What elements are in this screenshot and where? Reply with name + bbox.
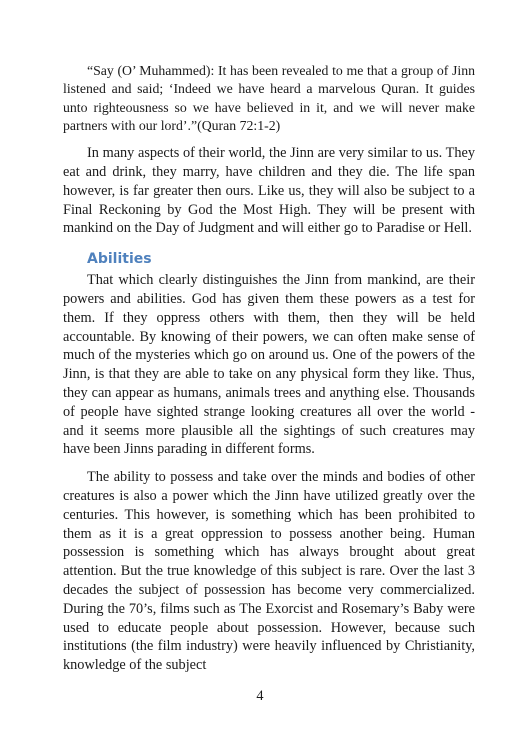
paragraph-gap xyxy=(63,135,475,144)
quran-quote-paragraph: “Say (O’ Muhammed): It has been revealed to me that a group of Jinn listened and said; ‘Indeed we have heard a marvelous Quran. It guides unto righteousness so we have believed in it, and we will never make partners with our lord’.”(Quran 72:1-2) xyxy=(63,63,475,133)
body-paragraph: In many aspects of their world, the Jinn are very similar to us. They eat and drink, they marry, have children and they die. The life span however, is far greater then ours. Like us, they will also be subject to a Final Reckoning by God the Most High. They will be present with mankind on the Day of Judgment and will either go to Paradise or Hell. xyxy=(63,145,475,237)
body-paragraph: The ability to possess and take over the minds and bodies of other creatures is also a power which the Jinn have utilized greatly over the centuries. This however, is something which has been prohibited to them as it is a great oppression to possess another being. Human possession is something which has always brought about great attention. But the true knowledge of this subject is rare. Over the last 3 decades the subject of possession has become very commercialized. During the 70’s, films such as The Exorcist and Rosemary’s Baby were used to educate people about possession. However, because such institutions (the film industry) were heavily influenced by Christianity, knowledge of the subject xyxy=(63,469,475,674)
body-paragraph: That which clearly distinguishes the Jinn from mankind, are their powers and abilities. God has given them these powers as a test for them. If they oppress others with them, then they will be held accountable. By knowing of their powers, we can often make sense of much of the mysteries which go on around us. One of the powers of the Jinn, is that they are able to take on any physical form they like. Thus, they can appear as humans, animals trees and anything else. Thousands of people have sighted strange looking creatures all over the world - and it seems more plausible all the sightings of such creatures may have been Jinns parading in different forms. xyxy=(63,272,475,458)
page-number: 4 xyxy=(256,688,264,704)
paragraph-gap xyxy=(63,459,475,468)
page-body xyxy=(63,62,475,675)
paragraph-gap xyxy=(63,238,475,247)
section-heading: Abilities xyxy=(87,251,152,268)
